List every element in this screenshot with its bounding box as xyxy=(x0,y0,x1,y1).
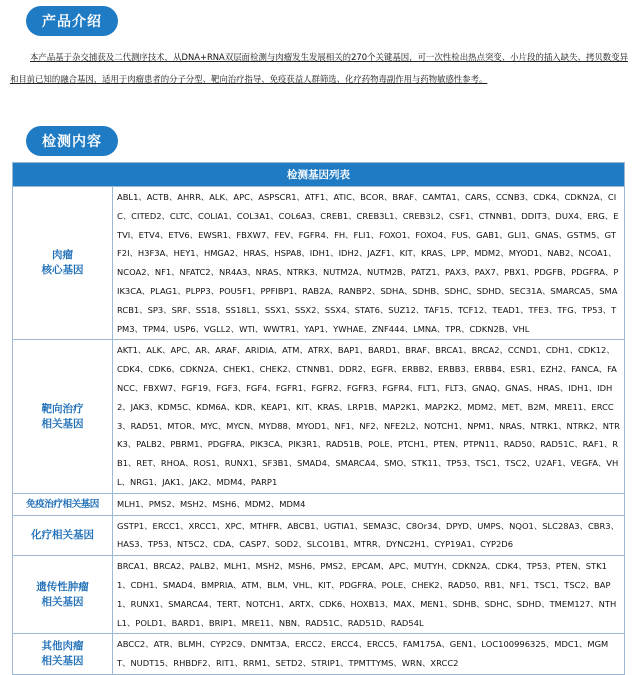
category-label: 遗传性肿瘤 相关基因 xyxy=(36,580,89,608)
gene-list-chemotherapy: GSTP1、ERCC1、XRCC1、XPC、MTHFR、ABCB1、UGTIA1、SEMA3C、C8Or34、DPYD、UMPS、NQO1、SLC28A3、CBR3、HAS3、TP53、NT5C2、CDA、CASP7、SOD2、SLCO1B1、MTRR、DYNC2H1、CYP19A1、CYP2D6 xyxy=(113,515,625,556)
gene-list-sarcoma-core: ABL1、ACTB、AHRR、ALK、APC、ASPSCR1、ATF1、ATIC、BCOR、BRAF、CAMTA1、CARS、CCNB3、CDK4、CDKN2A、CIC、CITED2、CLTC、COLIA1、COL3A1、COL6A3、CREB1、CREB3L1、CREB3L2、CSF1、CTNNB1、DDIT3、DUX4、ERG、ETVI、ETV4、ETV6、EWSR1、FBXW7、FEV、FGFR4、FH、FLI1、FOXO1、FOXO4、FUS、GAB1、GLI1、GNAS、GSTM5、GTF2I、H3F3A、HEY1、HMGA2、HRAS、HSPA8、IDH1、IDH2、JAZF1、KIT、KRAS、LPP、MDM2、MYOD1、NAB2、NCOA1、NCOA2、NF1、NFATC2、NR4A3、NRAS、NTRK3、NUTM2A、NUTM2B、PATZ1、PAX3、PAX7、PBX1、PDGFB、PDGFRA、PIK3CA、PLAG1、PLPP3、POU5F1、PPFIBP1、RAB2A、RANBP2、SDHA、SDHB、SDHC、SDHD、SEC31A、SMARCA5、SMARCB1、SP3、SRF、SS18、SS18L1、SSX1、SSX2、SSX4、STAT6、SUZ12、TAF15、TCF12、TEAD1、TFE3、TFG、TP53、TPM3、TPM4、USP6、VGLL2、WTI、WWTR1、YAP1、YWHAE、ZNF444、LMNA、TPR、CDKN2B、VHL xyxy=(113,187,625,340)
category-label: 肉瘤 核心基因 xyxy=(41,249,84,277)
category-hereditary xyxy=(13,556,113,634)
gene-list-hereditary: BRCA1、BRCA2、PALB2、MLH1、MSH2、MSH6、PMS2、EPCAM、APC、MUTYH、CDKN2A、CDK4、TP53、PTEN、STK11、CDH1、SMAD4、BMPRIA、ATM、BLM、VHL、KIT、PDGFRA、POLE、CHEK2、RAD50、RB1、NF1、TSC1、TSC2、BAP1、RUNX1、SMARCA4、TERT、NOTCH1、ARTX、CDK6、HOXB13、MAX、MEN1、SDHB、SDHC、SDHD、TMEM127、NTHL1、POLD1、BARD1、BRIP1、MRE11、NBN、RAD51C、RAD51D、RAD54L xyxy=(113,556,625,634)
table-row xyxy=(13,340,625,493)
category-label: 靶向治疗 相关基因 xyxy=(41,402,84,430)
table-row xyxy=(13,187,625,340)
table-header: 检测基因列表 xyxy=(13,163,625,187)
table-row xyxy=(13,493,625,515)
gene-list-other-sarcoma: ABCC2、ATR、BLMH、CYP2C9、DNMT3A、ERCC2、ERCC4、ERCC5、FAM175A、GEN1、LOC100996325、MDC1、MGMT、NUDT15、RHBDF2、RIT1、RRM1、SETD2、STRIP1、TPMTTYMS、WRN、XRCC2 xyxy=(113,634,625,675)
gene-list-targeted-therapy: AKT1、ALK、APC、AR、ARAF、ARIDIA、ATM、ATRX、BAP1、BARD1、BRAF、BRCA1、BRCA2、CCND1、CDH1、CDK12、CDK4、CDK6、CDKN2A、CHEK1、CHEK2、CTNNB1、DDR2、EGFR、ERBB2、ERBB3、ERBB4、ESR1、EZH2、FANCA、FANCC、FBXW7、FGF19、FGF3、FGF4、FGFR1、FGFR2、FGFR3、FGFR4、FLT1、FLT3、GNAQ、GNAS、HRAS、IDH1、IDH2、JAK3、KDM5C、KDM6A、KDR、KEAP1、KIT、KRAS、LRP1B、MAP2K1、MAP2K2、MDM2、MET、B2M、MRE11、ERCC3、RAD51、MTOR、MYC、MYCN、MYD88、MYOD1、NF1、NF2、NFE2L2、NOTCH1、NPM1、NRAS、NTRK1、NTRK2、NTRK3、PALB2、PBRM1、PDGFRA、PIK3CA、PIK3R1、RAD51B、POLE、PTCH1、PTEN、PTPN11、RAD50、RAD51C、RAF1、RB1、RET、RHOA、ROS1、RUNX1、SF3B1、SMAD4、SMARCA4、SMO、STK11、TP53、TSC1、TSC2、U2AF1、VEGFA、VHL、NRG1、JAK1、JAK2、MDM4、PARP1 xyxy=(113,340,625,493)
category-label: 免疫治疗相关基因 xyxy=(26,498,99,510)
intro-section-title: 产品介绍 xyxy=(26,6,118,36)
category-immunotherapy xyxy=(13,493,113,515)
table-row xyxy=(13,556,625,634)
gene-list-table xyxy=(12,162,625,675)
gene-list-immunotherapy: MLH1、PMS2、MSH2、MSH6、MDM2、MDM4 xyxy=(113,493,625,515)
table-row xyxy=(13,515,625,556)
table-header-row xyxy=(13,163,625,187)
detect-section-title: 检测内容 xyxy=(26,126,118,156)
intro-paragraph: 本产品基于杂交捕获及二代测序技术，从DNA+RNA双层面检测与肉瘤发生发展相关的270个关键基因，可一次性检出热点突变、小片段的插入缺失、拷贝数变异和目前已知的融合基因，适用于肉瘤患者的分子分型、靶向治疗指导、免疫获益人群筛选、化疗药物毒副作用与药物敏感性参考。 xyxy=(10,52,628,84)
category-label: 其他肉瘤 相关基因 xyxy=(41,640,84,668)
category-sarcoma-core xyxy=(13,187,113,340)
table-row xyxy=(13,634,625,675)
category-chemotherapy xyxy=(13,515,113,556)
category-targeted-therapy xyxy=(13,340,113,493)
category-other-sarcoma xyxy=(13,634,113,675)
category-label: 化疗相关基因 xyxy=(31,528,94,541)
